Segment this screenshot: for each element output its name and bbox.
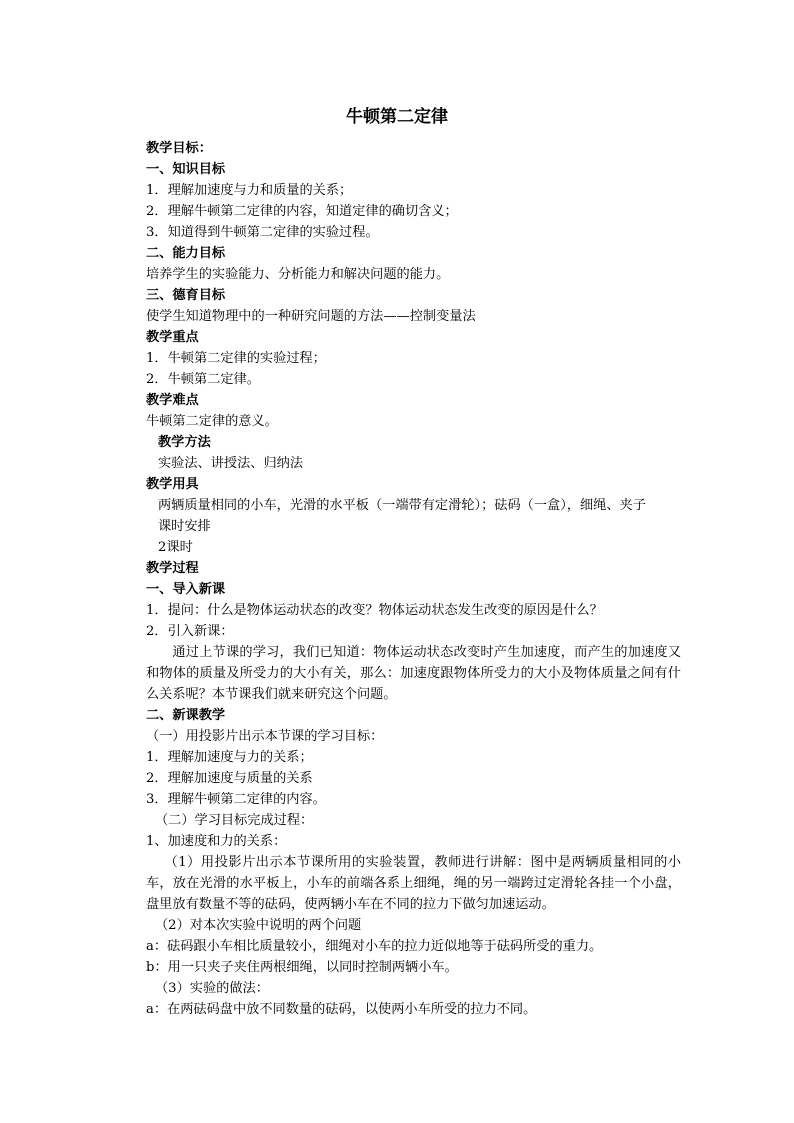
text-line: 2．理解加速度与质量的关系: [146, 771, 313, 786]
text-line: 3．理解牛顿第二定律的内容。: [146, 792, 326, 807]
text-line: 2课时: [158, 540, 193, 555]
text-line: （2）对本次实验中说明的两个问题: [155, 918, 362, 933]
section-heading: 教学用具: [146, 477, 199, 492]
text-line: 2．理解牛顿第二定律的内容，知道定律的确切含义；: [146, 204, 458, 219]
text-block-2: [146, 705, 681, 852]
text-block-1: [146, 138, 681, 642]
text-line: b：用一只夹子夹住两根细绳，以同时控制两辆小车。: [146, 960, 458, 975]
text-line: 1．理解加速度与力的关系；: [146, 750, 313, 765]
section-heading: 三、德育目标: [146, 288, 226, 303]
section-heading: 教学方法: [158, 435, 211, 450]
text-line: 牛顿第二定律的意义。: [146, 414, 278, 429]
text-line: （二）学习目标完成过程：: [155, 813, 314, 828]
document-body: [146, 138, 681, 1020]
section-heading: 教学目标：: [146, 141, 212, 156]
section-heading: 二、新课教学: [146, 708, 226, 723]
text-line: 1．牛顿第二定律的实验过程；: [146, 351, 326, 366]
section-heading: 教学难点: [146, 393, 199, 408]
text-line: 1．理解加速度与力和质量的关系；: [146, 183, 353, 198]
section-heading: 教学重点: [146, 330, 199, 345]
text-line: （一）用投影片出示本节课的学习目标：: [146, 729, 384, 744]
text-line: 3．知道得到牛顿第二定律的实验过程。: [146, 225, 379, 240]
section-heading: 一、知识目标: [146, 162, 226, 177]
text-line: 使学生知道物理中的一种研究问题的方法——控制变量法: [146, 309, 476, 324]
section-heading: 教学过程: [146, 561, 199, 576]
text-line: a：砝码跟小车相比质量较小，细绳对小车的拉力近似地等于砝码所受的重力。: [146, 939, 603, 954]
text-line: 课时安排: [158, 519, 211, 534]
text-line: 1、加速度和力的关系：: [146, 834, 287, 849]
text-line: 实验法、讲授法、归纳法: [158, 456, 304, 471]
text-line: 1．提问：什么是物体运动状态的改变？物体运动状态发生改变的原因是什么？: [146, 603, 603, 618]
text-line: （3）实验的做法：: [155, 981, 269, 996]
text-line: a：在两砝码盘中放不同数量的砝码，以使两小车所受的拉力不同。: [146, 1002, 537, 1017]
section-heading: 一、导入新课: [146, 582, 226, 597]
page-title: 牛顿第二定律: [346, 107, 448, 127]
text-block-3: [146, 915, 681, 1020]
text-line: 培养学生的实验能力、分析能力和解决问题的能力。: [146, 267, 450, 282]
text-line: 两辆质量相同的小车，光滑的水平板（一端带有定滑轮）；砝码（一盒），细绳、夹子: [158, 498, 646, 513]
paragraph-intro: 通过上节课的学习，我们已知道：物体运动状态改变时产生加速度，而产生的加速度又和物体的质量及所受力的大小有关，那么：加速度跟物体所受力的大小及物体质量之间有什么关系呢？本节课我们就来研究这个问题。: [146, 645, 681, 702]
text-line: 2．引入新课：: [146, 624, 234, 639]
text-line: 2．牛顿第二定律。: [146, 372, 260, 387]
section-heading: 二、能力目标: [146, 246, 226, 261]
paragraph-experiment: （1）用投影片出示本节课所用的实验装置，教师进行讲解：图中是两辆质量相同的小车，放在光滑的水平板上，小车的前端各系上细绳，绳的另一端跨过定滑轮各挂一个小盘，盘里放有数量不等的砝码，使两辆小车在不同的拉力下做匀加速运动。: [146, 855, 681, 912]
